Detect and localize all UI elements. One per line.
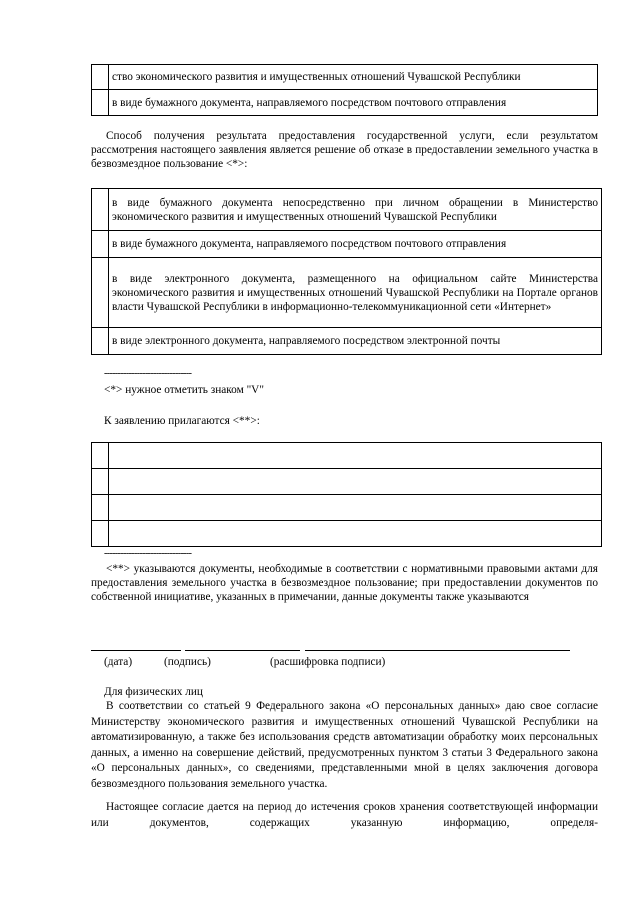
option-row (92, 90, 598, 116)
option-checkbox[interactable] (92, 189, 109, 231)
attachment-cell[interactable] (109, 495, 602, 521)
attachment-row (92, 521, 602, 547)
attachments-table (91, 442, 602, 547)
attachment-row (92, 469, 602, 495)
date-line[interactable] (91, 650, 181, 651)
attachments-label: К заявлению прилагаются <**>: (104, 415, 260, 427)
row-number-cell (92, 495, 109, 521)
option-row (92, 328, 602, 355)
result-method-paragraph: Способ получения результата предоставления государственной услуги, если результатом рассмотрения настоящего заявления является решение об отказе в предоставлении земельного участка в безвозмездное пользование <*>: (91, 130, 598, 170)
decode-caption: (расшифровка подписи) (270, 656, 386, 668)
footnote-text: <**> указываются документы, необходимые в соответствии с нормативными правовыми актами для предоставления земельного участка в безвозмездное пользование; при предоставлении документов по собственной инициативе, указанных в примечании, данные документы также указываются (91, 563, 598, 603)
row-number-cell (92, 521, 109, 547)
signature-line[interactable] (185, 650, 300, 651)
consent-paragraph: В соответствии со статьей 9 Федерального закона «О персональных данных» даю свое согласие Министерству экономического развития и имущественных отношений Чувашской Республики на автоматизированную, а также без использования средств автоматизации обработку моих персональных данных, а именно на совершение действий, предусмотренных пунктом 3 статьи 3 Федерального закона «О персональных данных», со сведениями, представленными мной в целях заключения договора безвозмездного пользования земельного участка. (91, 700, 598, 790)
result-options-table (91, 188, 602, 355)
option-row (92, 65, 598, 90)
option-text: в виде бумажного документа, направляемого посредством почтового отправления (109, 231, 602, 258)
option-row (92, 258, 602, 328)
option-text: в виде бумажного документа непосредственно при личном обращении в Министерство экономического развития и имущественных отношений Чувашской Республики (109, 189, 602, 231)
attachment-row (92, 495, 602, 521)
option-text: ство экономического развития и имущественных отношений Чувашской Республики (109, 65, 598, 90)
row-number-cell (92, 469, 109, 495)
option-row (92, 189, 602, 231)
footnote-text: <*> нужное отметить знаком "V" (104, 384, 264, 396)
option-text: в виде электронного документа, размещенного на официальном сайте Министерства экономического развития и имущественных отношений Чувашской Республики на Портале органов власти Чувашской Республики в информационно-телекоммуникационной сети «Интернет» (109, 258, 602, 328)
option-checkbox[interactable] (92, 258, 109, 328)
option-checkbox[interactable] (92, 90, 109, 116)
option-row (92, 231, 602, 258)
signature-caption: (подпись) (164, 656, 211, 668)
attachment-cell[interactable] (109, 443, 602, 469)
delivery-options-table-top (91, 64, 598, 116)
decode-line[interactable] (305, 650, 570, 651)
consent-heading: Для физических лиц (104, 686, 203, 698)
option-checkbox[interactable] (92, 328, 109, 355)
consent-paragraph: Настоящее согласие дается на период до истечения сроков хранения соответствующей информации или документов, содержащих указанную информацию, определя- (91, 801, 598, 829)
option-text: в виде бумажного документа, направляемого посредством почтового отправления (109, 90, 598, 116)
attachment-row (92, 443, 602, 469)
date-caption: (дата) (104, 656, 133, 668)
row-number-cell (92, 443, 109, 469)
option-text: в виде электронного документа, направляемого посредством электронной почты (109, 328, 602, 355)
attachment-cell[interactable] (109, 469, 602, 495)
option-checkbox[interactable] (92, 65, 109, 90)
option-checkbox[interactable] (92, 231, 109, 258)
footnote-separator: -------------------------------- (104, 368, 192, 379)
attachment-cell[interactable] (109, 521, 602, 547)
footnote-separator: -------------------------------- (104, 548, 192, 559)
